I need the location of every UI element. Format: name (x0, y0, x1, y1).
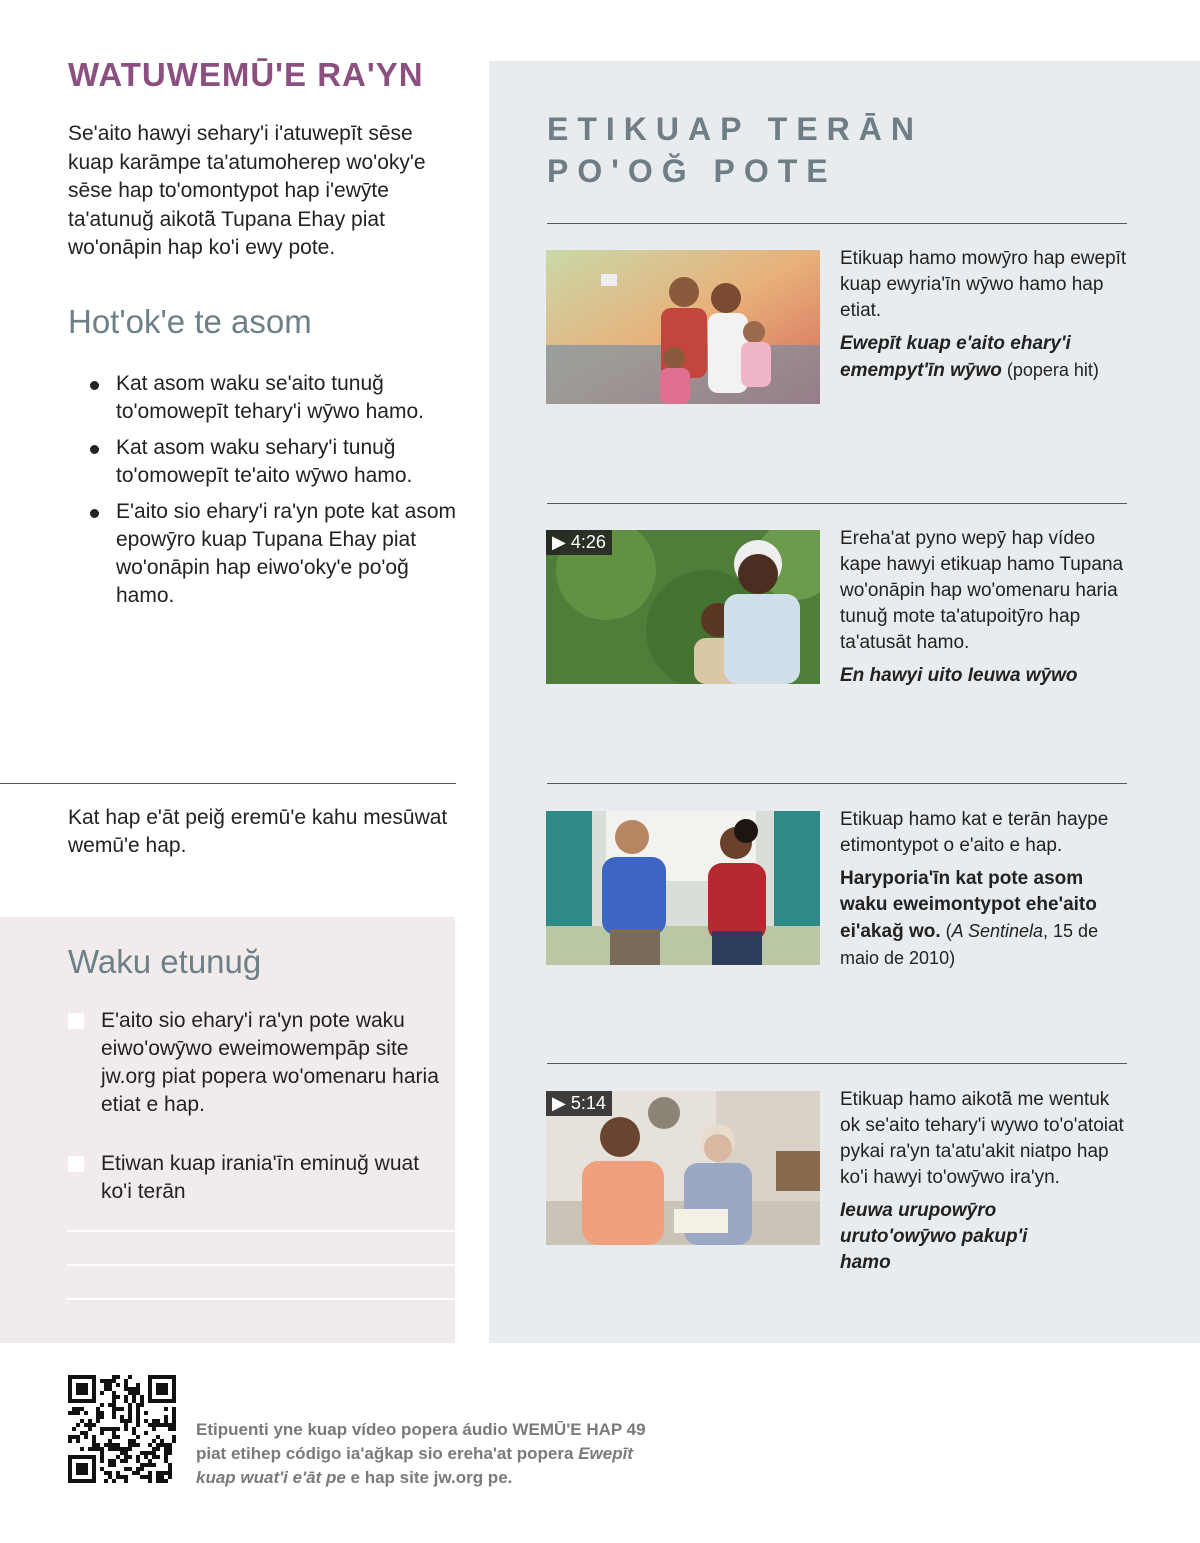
write-line[interactable] (67, 1264, 455, 1266)
explore-heading: ETIKUAP TERĀN PO'OĞ POTE (547, 111, 923, 189)
divider (547, 783, 1127, 784)
divider (547, 223, 1127, 224)
goals-heading: Waku etunuğ (68, 943, 262, 980)
list-item: Kat asom waku sehary'i tunuğ to'omowepīt te'aito wȳwo hamo. (90, 434, 460, 490)
elderly-couple-video[interactable] (546, 530, 820, 684)
explore-item: Etikuap hamo mowȳro hap ewepīt kuap ewyria'īn wȳwo hamo hap etiat. Ewepīt kuap e'aito ehary'i emempyt'īn wȳwo (popera hit) (840, 248, 1127, 381)
divider (547, 503, 1127, 504)
list-item: Kat asom waku se'aito tunuğ to'omowepīt tehary'i wȳwo hamo. (90, 370, 460, 426)
goal-item: E'aito sio ehary'i ra'yn pote waku eiwo'owȳwo eweimowempāp site jw.org piat popera wo'omenaru haria etiat e hap. (101, 1009, 439, 1116)
video-duration: ▶ 5:14 (546, 1091, 612, 1116)
couple-talking-photo[interactable] (546, 811, 820, 965)
bullet-icon (90, 381, 99, 390)
goals-box (0, 917, 455, 1343)
checkbox-icon[interactable] (68, 1156, 84, 1172)
explore-item: Etikuap hamo kat e terān haype etimontypot o e'aito e hap. Haryporia'īn kat pote asom waku eweimontypot ehe'aito ei'akağ wo. (A Sentinela, 15 de maio de 2010) (840, 809, 1109, 968)
qr-code[interactable] (68, 1375, 176, 1483)
explore-item: Etikuap hamo aikotā̃ me wentuk ok se'aito tehary'i wywo to'o'atoiat pykai ra'yn ta'atu'akit niatpo hap ko'i hawyi to'owȳwo ira'yn. Ieuwa urupowȳro uruto'owȳwo pakup'i hamo (840, 1087, 1130, 1276)
write-line[interactable] (67, 1298, 455, 1300)
goal-item: Etiwan kuap irania'īn eminuğ wuat ko'i terān (101, 1152, 420, 1203)
summary-title: WATUWEMŪ'E RA'YN (68, 56, 424, 93)
explore-item: Ereha'at pyno wepȳ hap vídeo kape hawyi etikuap hamo Tupana wo'onāpin hap wo'omenaru haria tunuğ mote ta'atupoitȳro hap ta'atusāt hamo. En hawyi uito Ieuwa wȳwo (840, 526, 1130, 689)
write-line[interactable] (67, 1230, 455, 1232)
reflect-heading: Hot'ok'e te asom (68, 303, 312, 340)
article-link[interactable]: Ewepīt kuap wuat'i e'āt pe (196, 1444, 633, 1487)
footer-text: Etipuenti yne kuap vídeo popera áudio WEMŪ'E HAP 49 piat etihep código ia'ağkap sio ereha'at popera Ewepīt kuap wuat'i e'āt pe e hap site jw.org pe. (196, 1420, 646, 1487)
video-link[interactable]: En hawyi uito Ieuwa wȳwo (840, 665, 1078, 686)
note-text: Kat hap e'āt peiğ eremū'e kahu mesūwat wemū'e hap. (68, 806, 448, 857)
list-item: E'aito sio ehary'i ra'yn pote kat asom epowȳro kuap Tupana Ehay piat wo'onāpin hap eiwo'oky'e po'oğ hamo. (90, 498, 460, 610)
article-link[interactable]: Haryporia'īn kat pote asom waku eweimontypot ehe'aito ei'akağ wo. (840, 868, 1097, 942)
video-link[interactable]: Ieuwa urupowȳro uruto'owȳwo pakup'i hamo (840, 1200, 1028, 1273)
summary-text: Se'aito hawyi sehary'i i'atuwepīt sēse kuap karāmpe ta'atumoherep wo'oky'e sēse hap to'omontypot hap i'ewȳte ta'atunuğ aikotā̃ Tupana Ehay piat wo'onāpin hap ko'i ewy pote. (68, 122, 426, 259)
video-duration: ▶ 4:26 (546, 530, 612, 555)
divider (0, 783, 456, 784)
checkbox-icon[interactable] (68, 1013, 84, 1029)
publication-title: A Sentinela (951, 921, 1044, 941)
article-link[interactable]: Ewepīt kuap e'aito ehary'i emempyt'īn wȳwo (840, 333, 1071, 381)
couple-reading-video[interactable] (546, 1091, 820, 1245)
family-selfie-photo[interactable] (546, 250, 820, 404)
reflect-list (90, 370, 460, 618)
bullet-icon (90, 445, 99, 454)
bullet-icon (90, 509, 99, 518)
divider (547, 1063, 1127, 1064)
